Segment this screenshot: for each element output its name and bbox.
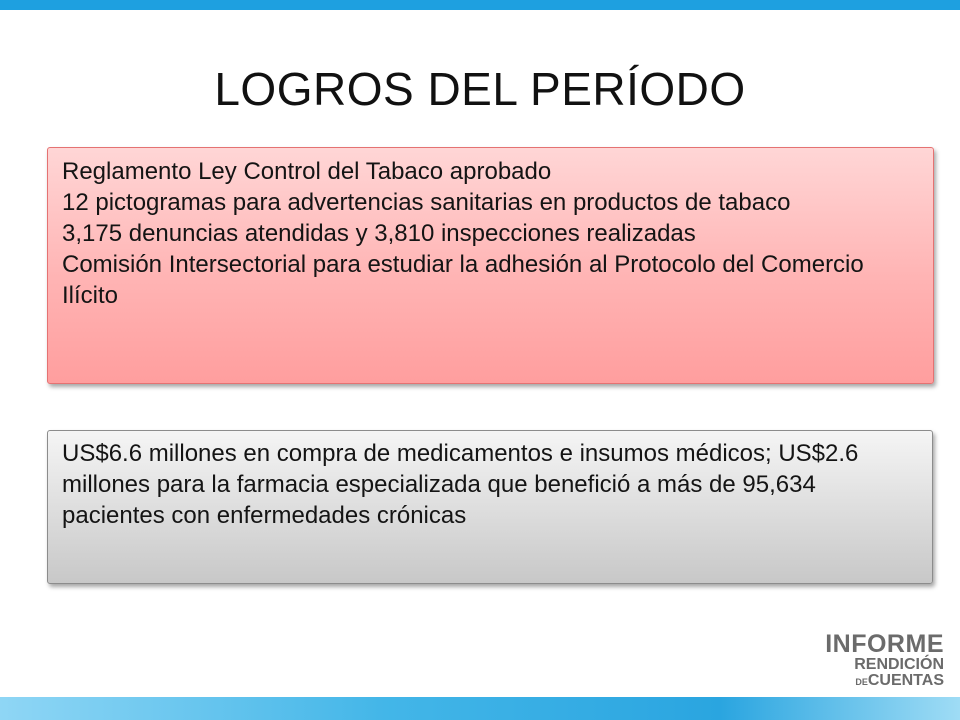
- logo-line-rendicion: RENDICIÓN: [854, 656, 944, 673]
- medicines-text: US$6.6 millones en compra de medicamentos e insumos médicos; US$2.6 millones para la farmacia especializada que benefició a más de 95,634 pacientes con enfermedades crónicas: [62, 440, 859, 529]
- informe-rendicion-cuentas-logo: [804, 632, 944, 690]
- tobacco-item-complaints: 3,175 denuncias atendidas y 3,810 inspecciones realizadas: [62, 220, 696, 247]
- logo-cuentas: CUENTAS: [867, 672, 944, 689]
- bottom-accent-bar: [0, 697, 960, 720]
- tobacco-achievements-box: [47, 147, 934, 384]
- top-accent-bar: [0, 0, 960, 10]
- logo-de: DE: [855, 677, 868, 687]
- logo-line-cuentas-row: [804, 673, 944, 690]
- medicines-achievements-box: [47, 430, 933, 584]
- tobacco-item-regulation: Reglamento Ley Control del Tabaco aprobado: [62, 158, 552, 185]
- tobacco-item-commission: Comisión Intersectorial para estudiar la adhesión al Protocolo del Comercio Ilícito: [62, 251, 864, 309]
- slide-title: LOGROS DEL PERÍODO: [214, 63, 746, 115]
- logo-line-informe: INFORME: [825, 630, 944, 658]
- tobacco-item-pictograms: 12 pictogramas para advertencias sanitarias en productos de tabaco: [62, 189, 791, 216]
